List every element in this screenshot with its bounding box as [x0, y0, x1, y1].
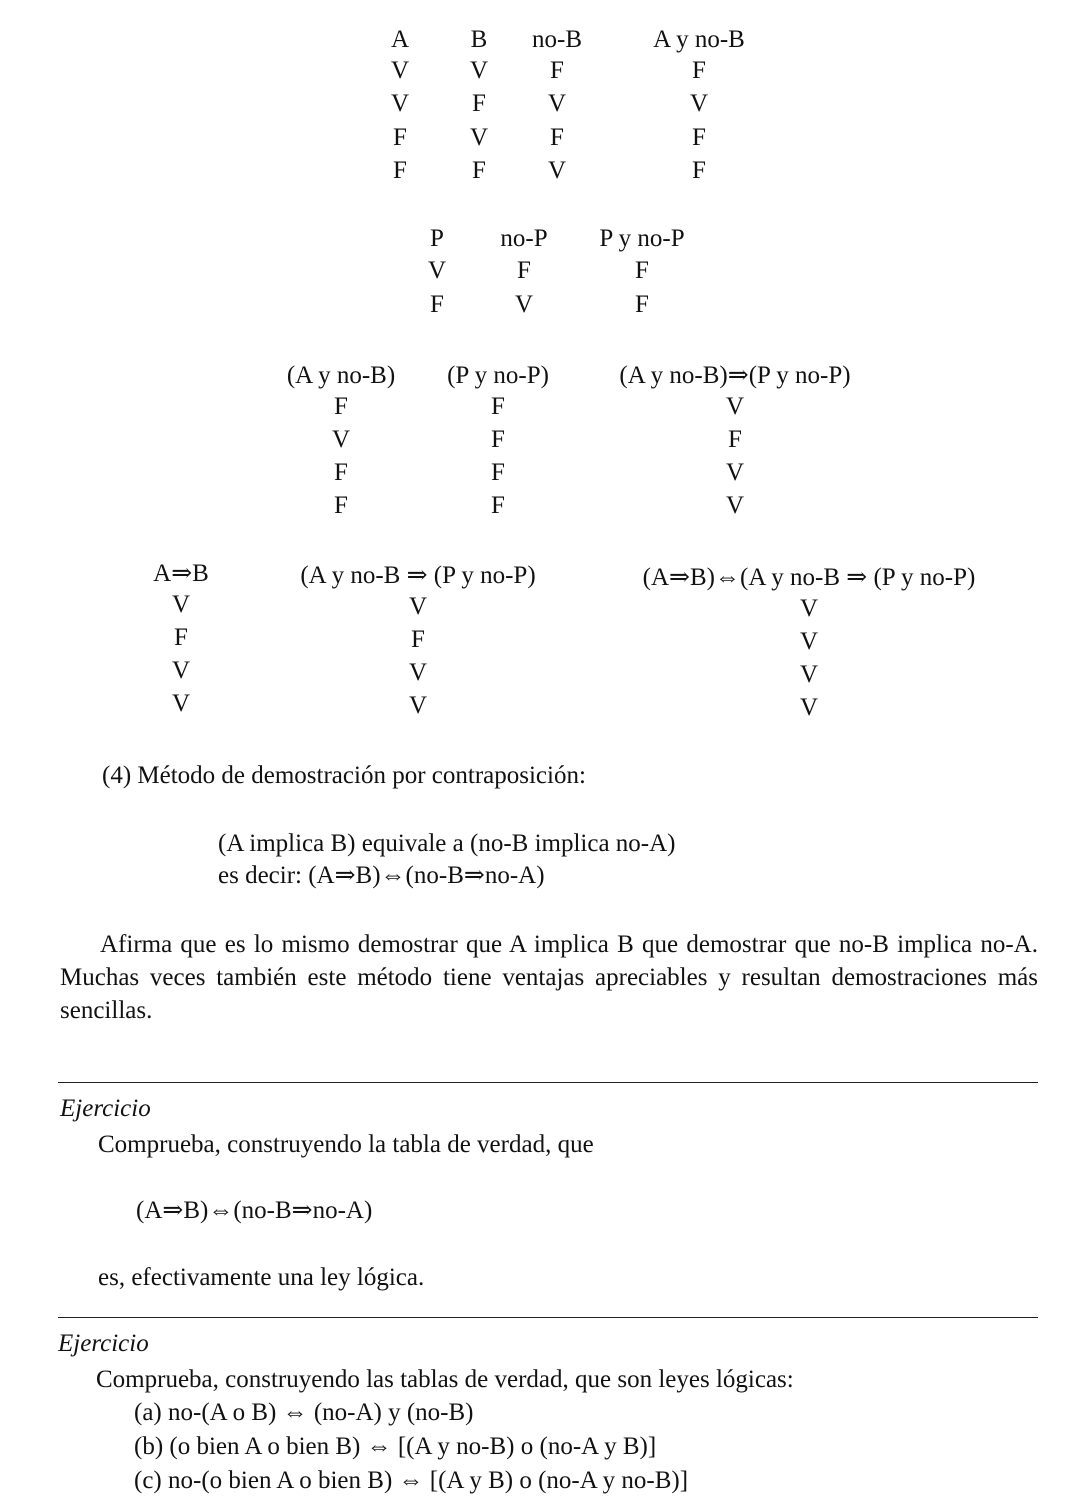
table-cell: F — [550, 57, 564, 84]
section-heading: (4) Método de demostración por contraposición: — [102, 762, 586, 789]
table-cell: F — [692, 124, 706, 151]
table-cell: F — [393, 157, 407, 184]
table-cell: F — [472, 90, 486, 117]
table-cell: F — [491, 426, 505, 453]
table-cell: V — [469, 57, 489, 84]
table-cell: V — [408, 659, 428, 686]
table-cell: F — [472, 157, 486, 184]
section-divider — [58, 1317, 1038, 1318]
table-cell: V — [547, 157, 567, 184]
table-cell: F — [517, 257, 531, 284]
table-cell: F — [491, 459, 505, 486]
section-divider — [58, 1082, 1038, 1083]
table-cell: F — [411, 626, 425, 653]
table-cell: V — [799, 628, 819, 655]
table-cell: V — [331, 426, 351, 453]
table-cell: V — [408, 593, 428, 620]
table-cell: F — [334, 393, 348, 420]
table-header: (A y no-B ⇒ (P y no-P) — [300, 562, 536, 589]
table-cell: F — [174, 624, 188, 651]
exercise-item: (c) no-(o bien A o bien B) ⇔ [(A y B) o (no-A y no-B)] — [134, 1467, 689, 1494]
table-cell: V — [171, 657, 191, 684]
table-header: B — [470, 26, 488, 53]
body-paragraph — [60, 928, 1038, 1027]
table-header: (P y no-P) — [447, 362, 549, 389]
exercise-formula: (A⇒B)⇔(no-B⇒no-A) — [136, 1197, 373, 1224]
table-cell: V — [390, 57, 410, 84]
exercise-item: (b) (o bien A o bien B) ⇔ [(A y no-B) o (no-A y B)] — [134, 1433, 657, 1460]
table-cell: V — [171, 591, 191, 618]
table-cell: V — [689, 90, 709, 117]
table-cell: F — [692, 57, 706, 84]
table-cell: V — [427, 257, 447, 284]
table-header: A⇒B — [153, 560, 209, 587]
table-cell: V — [547, 90, 567, 117]
table-cell: F — [728, 426, 742, 453]
statement-line: (A implica B) equivale a (no-B implica no-A) — [218, 830, 676, 857]
table-cell: F — [393, 124, 407, 151]
table-cell: V — [514, 291, 534, 318]
table-cell: F — [334, 492, 348, 519]
table-cell: V — [469, 124, 489, 151]
table-header: (A y no-B) — [286, 362, 396, 389]
exercise-item: (a) no-(A o B) ⇔ (no-A) y (no-B) — [134, 1399, 474, 1426]
exercise-intro: Comprueba, construyendo la tabla de verdad, que — [98, 1131, 594, 1158]
table-header: A y no-B — [653, 26, 745, 53]
exercise-conclusion: es, efectivamente una ley lógica. — [98, 1264, 425, 1291]
table-header: no-P — [500, 225, 548, 252]
exercise-title: Ejercicio — [60, 1095, 151, 1122]
table-cell: V — [408, 692, 428, 719]
table-cell: V — [725, 492, 745, 519]
exercise-intro: Comprueba, construyendo las tablas de verdad, que son leyes lógicas: — [96, 1366, 794, 1393]
table-cell: F — [692, 157, 706, 184]
statement-line: es decir: (A⇒B)⇔(no-B⇒no-A) — [218, 862, 545, 889]
table-cell: V — [725, 459, 745, 486]
table-cell: V — [799, 661, 819, 688]
table-cell: F — [491, 393, 505, 420]
table-cell: F — [430, 291, 444, 318]
table-header: (A⇒B)⇔(A y no-B ⇒ (P y no-P) — [642, 564, 976, 591]
table-header: no-B — [532, 26, 582, 53]
table-cell: F — [334, 459, 348, 486]
paragraph-text: Afirma que es lo mismo demostrar que A implica B que demostrar que no-B implica no-A. Muchas veces también este método tiene ventajas apreciables y resultan demostraciones más sencillas. — [60, 931, 1038, 1024]
table-header: A — [390, 26, 410, 53]
table-header: P y no-P — [599, 225, 685, 252]
exercise-title: Ejercicio — [58, 1330, 149, 1357]
table-cell: V — [725, 393, 745, 420]
table-header: (A y no-B)⇒(P y no-P) — [619, 362, 851, 389]
table-cell: F — [550, 124, 564, 151]
table-header: P — [430, 225, 444, 252]
table-cell: F — [635, 257, 649, 284]
table-cell: V — [799, 595, 819, 622]
table-cell: F — [491, 492, 505, 519]
table-cell: F — [635, 291, 649, 318]
table-cell: V — [171, 690, 191, 717]
table-cell: V — [390, 90, 410, 117]
table-cell: V — [799, 694, 819, 721]
